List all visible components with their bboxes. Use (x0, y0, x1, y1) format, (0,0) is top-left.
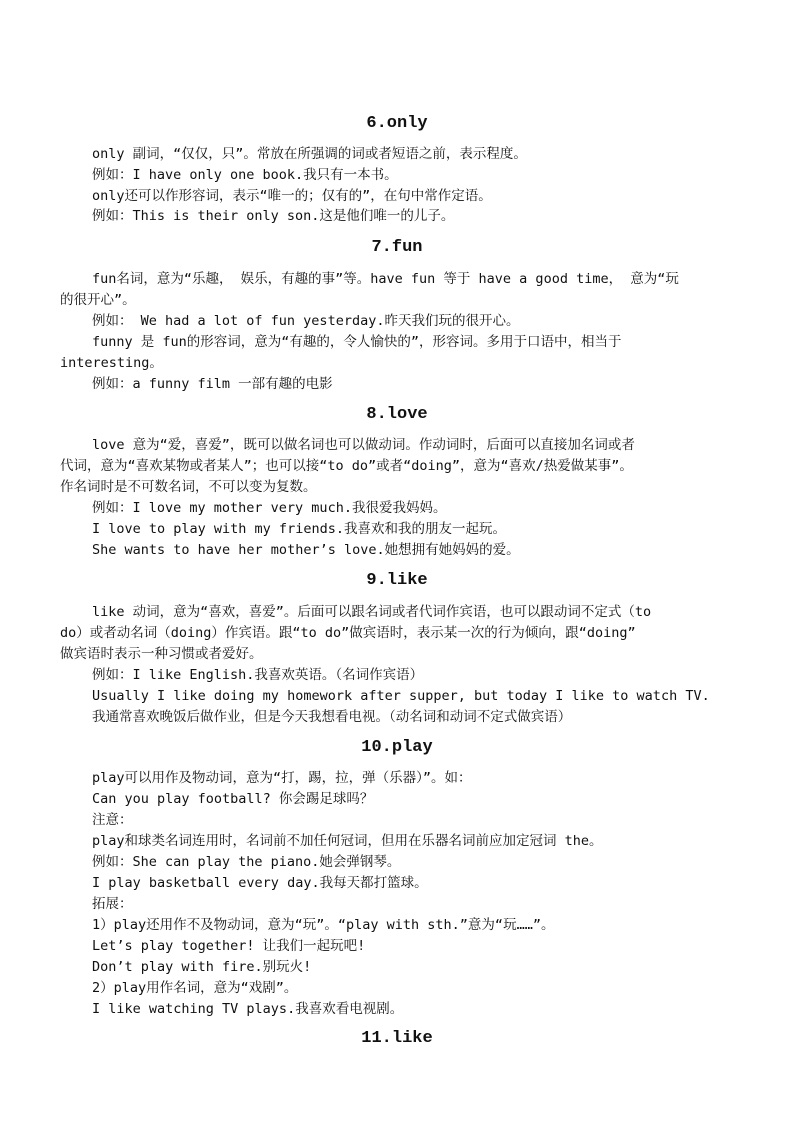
paragraph-line: 例如：I like English.我喜欢英语。（名词作宾语） (92, 667, 424, 683)
paragraph-line: Usually I like doing my homework after supper, but today I like to watch TV. (92, 688, 710, 704)
section-heading-love: 8.love (366, 405, 428, 424)
paragraph-line: 1）play还用作不及物动词，意为“玩”。“play with sth.”意为“玩……”。 (92, 917, 555, 933)
paragraph-line: I like watching TV plays.我喜欢看电视剧。 (92, 1001, 404, 1017)
paragraph-line: 做宾语时表示一种习惯或者爱好。 (60, 646, 263, 662)
paragraph-line: Don’t play with fire.别玩火! (92, 959, 312, 975)
paragraph-line: do）或者动名词（doing）作宾语。跟“to do”做宾语时，表示某一次的行为倾向，跟“doing” (60, 625, 636, 641)
paragraph-line: 我通常喜欢晚饭后做作业，但是今天我想看电视。（动名词和动词不定式做宾语） (92, 709, 572, 725)
paragraph-line: 的很开心”。 (60, 292, 136, 308)
section-heading-like: 9.like (366, 571, 428, 590)
paragraph-line: I love to play with my friends.我喜欢和我的朋友一起玩。 (92, 521, 506, 537)
section-heading-fun: 7.fun (371, 238, 423, 257)
paragraph-line: interesting。 (60, 355, 163, 371)
paragraph-line: like 动词，意为“喜欢，喜爱”。后面可以跟名词或者代词作宾语，也可以跟动词不定式（to (92, 604, 652, 620)
paragraph-line: Can you play football? 你会踢足球吗？ (92, 791, 374, 807)
section-heading-only: 6.only (366, 114, 428, 133)
paragraph-line: only还可以作形容词，表示“唯一的；仅有的”，在句中常作定语。 (92, 188, 492, 204)
paragraph-line: play和球类名词连用时，名词前不加任何冠词，但用在乐器名词前应加定冠词 the。 (92, 833, 603, 849)
paragraph-line: 作名词时是不可数名词，不可以变为复数。 (60, 479, 317, 495)
section-heading-play: 10.play (361, 738, 433, 757)
paragraph-line: 例如：I love my mother very much.我很爱我妈妈。 (92, 500, 447, 516)
paragraph-line: 拓展： (92, 896, 133, 912)
paragraph-line: play可以用作及物动词，意为“打，踢，拉，弹（乐器）”。如： (92, 770, 472, 786)
paragraph-line: Let’s play together! 让我们一起玩吧! (92, 938, 366, 954)
paragraph-line: 例如：a funny film 一部有趣的电影 (92, 376, 333, 392)
paragraph-line: 代词，意为“喜欢某物或者某人”；也可以接“to do”或者“doing”，意为“喜欢/热爱做某事”。 (60, 458, 633, 474)
section-heading-like-2: 11.like (361, 1029, 433, 1048)
paragraph-line: 注意： (92, 812, 133, 828)
paragraph-line: funny 是 fun的形容词，意为“有趣的，令人愉快的”，形容词。多用于口语中，相当于 (92, 334, 622, 350)
paragraph-line: 例如：She can play the piano.她会弹钢琴。 (92, 854, 401, 870)
paragraph-line: 例如：This is their only son.这是他们唯一的儿子。 (92, 208, 455, 224)
paragraph-line: only 副词，“仅仅，只”。常放在所强调的词或者短语之前，表示程度。 (92, 146, 527, 162)
paragraph-line: love 意为“爱，喜爱”，既可以做名词也可以做动词。作动词时，后面可以直接加名词或者 (92, 437, 635, 453)
paragraph-line: fun名词，意为“乐趣， 娱乐，有趣的事”等。have fun 等于 have a good time， 意为“玩 (92, 271, 679, 287)
paragraph-line: I play basketball every day.我每天都打篮球。 (92, 875, 428, 891)
paragraph-line: 例如：I have only one book.我只有一本书。 (92, 167, 398, 183)
paragraph-line: 例如： We had a lot of fun yesterday.昨天我们玩的很开心。 (92, 313, 520, 329)
paragraph-line: 2）play用作名词，意为“戏剧”。 (92, 980, 298, 996)
paragraph-line: She wants to have her mother’s love.她想拥有她妈妈的爱。 (92, 542, 520, 558)
